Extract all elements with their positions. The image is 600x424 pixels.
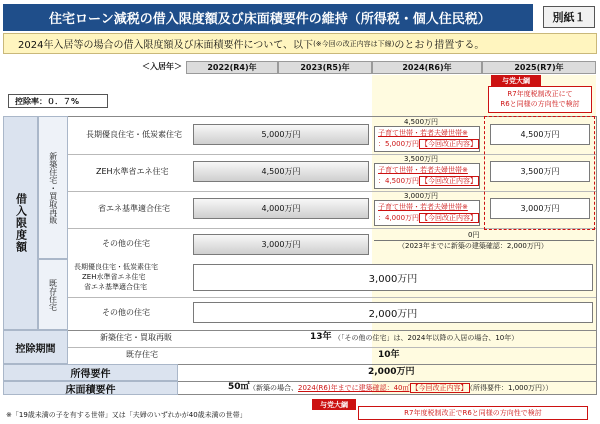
move-in-year-label: ＜入居年＞ — [142, 62, 182, 71]
period-new-value: 13年 — [310, 332, 332, 342]
amount-bar-other-2022-2023: 3,000万円 — [193, 234, 369, 255]
year-2024-header: 2024(R6)年 — [372, 61, 482, 74]
row-divider — [68, 297, 596, 298]
ruling-party-note-line1: R7年度税制改正にて — [507, 90, 573, 98]
family-label-zeh: 子育て世帯・若者夫婦世帯※ — [378, 166, 468, 174]
family-amount-zeh — [378, 178, 479, 185]
family-amount-long — [378, 141, 479, 148]
amount-long-2024: 4,500万円 — [404, 118, 439, 126]
amount-bar-energy-2022-2023: 4,000万円 — [193, 198, 369, 219]
deduction-period-label: 控除期間 — [3, 330, 68, 364]
ruling-party-note-line2: R6と同様の方向性で検討 — [500, 100, 580, 108]
family-box-long — [374, 126, 480, 152]
amount-zeh-2024: 3,500万円 — [404, 155, 439, 163]
family-amount-energy-value: ：4,000万円 — [378, 214, 420, 222]
amount-energy-2025: 3,000万円 — [490, 198, 590, 219]
period-new-note: （「その他の住宅」は、2024年以降の入居の場合、10年） — [334, 334, 519, 342]
period-new-label: 新築住宅・買取再販 — [100, 333, 172, 342]
amount-zeh-2025: 3,500万円 — [490, 161, 590, 182]
ruling-party-bottom-note: R7年度税制改正でR6と同様の方向性で検討 — [358, 406, 588, 420]
amount-other-2024-note: （2023年までに新築の建築確認：2,000万円） — [398, 242, 548, 250]
section-divider — [3, 330, 597, 331]
year-2023-header: 2023(R5)年 — [278, 61, 372, 74]
revision-tag-zeh: 【今回改正内容】 — [421, 177, 478, 185]
floor-area-note-suffix: （所得要件：1,000万円）） — [469, 384, 553, 392]
income-requirement-label: 所得要件 — [3, 364, 178, 381]
borrowing-limit-label: 借入限度額 — [14, 193, 28, 253]
amount-other-2024-zero: 0円 — [468, 231, 480, 239]
floor-area-note-prefix: （新築の場合、 — [249, 384, 298, 392]
page-title: 住宅ローン減税の借入限度額及び床面積要件の維持（所得税・個人住民税） — [3, 4, 533, 31]
period-existing-value: 10年 — [378, 350, 400, 360]
existing-housing-label-cell — [38, 259, 68, 330]
family-label-energy: 子育て世帯・若者夫婦世帯※ — [378, 203, 468, 211]
floor-area-underlined: 2024(R6)年までに建築確認：40㎡ — [298, 384, 410, 392]
footnote: ※「19歳未満の子を有する世帯」又は「夫婦のいずれかが40歳未満の世帯」 — [6, 411, 247, 419]
revision-tag-energy: 【今回改正内容】 — [421, 214, 478, 222]
family-amount-energy — [378, 215, 479, 222]
notice-text: 2024年入居等の場合の借入限度額及び床面積要件について、以下 — [18, 40, 314, 51]
appendix-badge: 別紙１ — [543, 6, 595, 28]
borrowing-limit-label-cell — [3, 116, 38, 330]
row-label-long-term: 長期優良住宅・低炭素住宅 — [86, 130, 182, 139]
existing-housing-label: 既存住宅 — [48, 278, 58, 311]
amount-long-2025: 4,500万円 — [490, 124, 590, 145]
notice-small-text: (※今回の改正内容は下線) — [313, 39, 395, 48]
family-amount-long-value: ：5,000万円 — [378, 140, 420, 148]
family-box-zeh — [374, 163, 480, 189]
floor-area-main: 50㎡ — [228, 382, 250, 392]
family-box-energy — [374, 200, 480, 226]
year-2022-header: 2022(R4)年 — [186, 61, 278, 74]
ruling-party-tag: 与党大綱 — [491, 75, 541, 86]
existing-other-amount-bar: 2,000万円 — [193, 302, 593, 323]
notice-tail-text: のとおり措置する。 — [394, 40, 485, 51]
existing-eco-label-2: ZEH水準省エネ住宅 — [82, 273, 146, 281]
amount-bar-long-2022-2023: 5,000万円 — [193, 124, 369, 145]
new-housing-label-cell — [38, 116, 68, 259]
existing-eco-label-1: 長期優良住宅・低炭素住宅 — [74, 263, 158, 271]
floor-area-label: 床面積要件 — [3, 381, 178, 395]
floor-area-note — [249, 385, 553, 392]
year-2025-header: 2025(R7)年 — [482, 61, 596, 74]
existing-other-label: その他の住宅 — [102, 308, 150, 317]
amount-bar-zeh-2022-2023: 4,500万円 — [193, 161, 369, 182]
family-label-long: 子育て世帯・若者夫婦世帯※ — [378, 129, 468, 137]
notice-banner — [3, 33, 597, 54]
revision-tag-long: 【今回改正内容】 — [421, 140, 478, 148]
floor-area-revision-tag: 【今回改正内容】 — [411, 384, 468, 392]
ruling-party-tag-bottom: 与党大綱 — [312, 399, 356, 410]
amount-energy-2024: 3,000万円 — [404, 192, 439, 200]
existing-eco-amount-bar: 3,000万円 — [193, 264, 593, 291]
existing-eco-label-3: 省エネ基準適合住宅 — [84, 283, 147, 291]
row-label-energy-standard: 省エネ基準適合住宅 — [98, 204, 170, 213]
new-housing-label: 新築住宅・買取再販 — [48, 151, 58, 224]
row-label-other-new: その他の住宅 — [102, 239, 150, 248]
income-requirement-value: 2,000万円 — [368, 367, 415, 377]
row-label-zeh: ZEH水準省エネ住宅 — [96, 167, 169, 176]
row-divider — [68, 347, 596, 348]
deduction-rate-box: 控除率：０．７% — [8, 94, 108, 108]
period-existing-label: 既存住宅 — [126, 350, 158, 359]
zero-line — [374, 240, 594, 241]
ruling-party-note — [488, 86, 592, 113]
family-amount-zeh-value: ：4,500万円 — [378, 177, 420, 185]
